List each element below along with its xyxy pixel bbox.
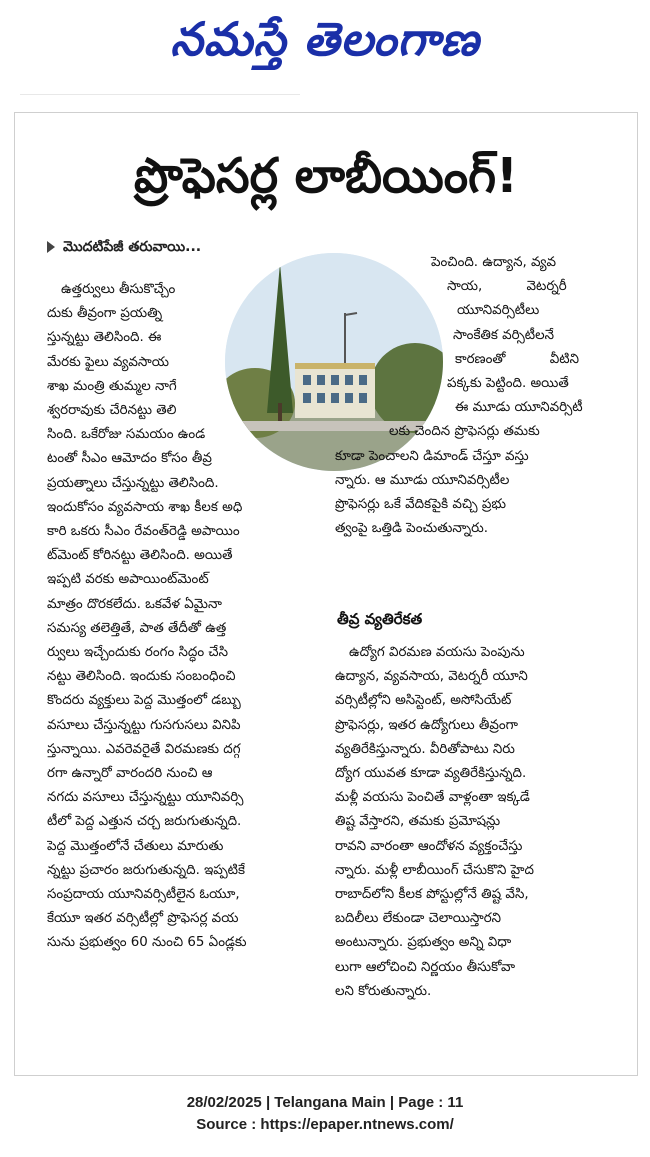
text-line: సమస్య తలెత్తితే, పాత తేదీతో ఉత్త bbox=[47, 620, 227, 636]
text-line: మాత్రం దొరకలేదు. ఒకవేళ ఏమైనా bbox=[47, 596, 222, 612]
text-line: న్నారు. మళ్లీ లాబీయింగ్ చేసుకొని హైద bbox=[335, 862, 534, 878]
masthead bbox=[0, 0, 650, 100]
edition-info: 28/02/2025 | Telangana Main | Page : 11 bbox=[186, 1094, 464, 1111]
page-footer bbox=[0, 1092, 650, 1136]
text-line: ద్యోగ యువత కూడా వ్యతిరేకిస్తున్నది. bbox=[335, 766, 527, 782]
text-line: లని కోరుతున్నారు. bbox=[335, 983, 432, 999]
text-line: కారి ఒకరు సీఎం రేవంత్‌రెడ్డి అపాయిం bbox=[47, 524, 240, 540]
text-line: సాయ, వెటర్నరీ bbox=[447, 279, 567, 295]
text-line: పెంచింది. ఉద్యాన, వ్యవ bbox=[431, 255, 557, 270]
text-line: ఇప్పటి వరకు అపాయింట్‌మెంట్ bbox=[47, 572, 209, 588]
article-column-left bbox=[47, 278, 323, 956]
text-line: న్నట్టు ప్రచారం జరుగుతున్నది. ఇప్పటికే bbox=[47, 862, 245, 878]
text-line: ఉద్యాన, వ్యవసాయ, వెటర్నరీ యూని bbox=[335, 669, 528, 685]
text-line: లుగా ఆలోచించి నిర్ణయం తీసుకోవా bbox=[335, 959, 515, 975]
text-line: వ్యతిరేకిస్తున్నారు. వీరితోపాటు నిరు bbox=[335, 741, 515, 757]
text-line: ప్రొఫెసర్లు, ఇతర ఉద్యోగులు తీవ్రంగా bbox=[335, 717, 518, 733]
text-line: లకు చెందిన ప్రొఫెసర్లు తమకు bbox=[389, 424, 540, 440]
text-line: తిష్ట వేస్తారని, తమకు ప్రమోషన్లు bbox=[335, 814, 501, 830]
text-line: రగా ఉన్నారో వారందరి నుంచి ఆ bbox=[47, 766, 213, 782]
text-line: పక్కకు పెట్టింది. అయితే bbox=[447, 376, 569, 392]
text-line: శ్వరరావుకు చేరినట్టు తెలి bbox=[47, 403, 177, 419]
text-line: యూనివర్సిటీలు bbox=[457, 303, 540, 319]
text-line: టీలో పెద్ద ఎత్తున చర్చ జరుగుతున్నది. bbox=[47, 814, 242, 830]
text-line: పెద్ద మొత్తంలోనే చేతులు మారుతు bbox=[47, 838, 224, 854]
text-line: ప్రొఫెసర్లు ఒకే వేదికపైకి వచ్చి ప్రభు bbox=[335, 497, 507, 513]
source-link[interactable]: Source : https://epaper.ntnews.com/ bbox=[196, 1116, 454, 1133]
section-subheading: తీవ్ర వ్యతిరేకత bbox=[337, 610, 423, 628]
text-line: ర్వులు ఇచ్చేందుకు రంగం సిద్ధం చేసి bbox=[47, 645, 228, 661]
text-line: మేరకు ఫైలు వ్యవసాయ bbox=[47, 354, 169, 370]
text-line: బదిలీలు లేకుండా చెలాయిస్తారని bbox=[335, 911, 502, 927]
text-line: కూడా పెంచాలని డిమాండ్ చేస్తూ వస్తు bbox=[335, 448, 529, 464]
text-line: సాంకేతిక వర్సిటీలనే bbox=[453, 327, 555, 343]
arrow-right-icon bbox=[47, 241, 55, 253]
text-line: దుకు తీవ్రంగా ప్రయత్ని bbox=[47, 306, 163, 322]
newspaper-logo: నమస్తే తెలంగాణ bbox=[170, 12, 480, 66]
text-line: సింది. ఒకేరోజు సమయం ఉండ bbox=[47, 427, 206, 443]
continued-label bbox=[47, 235, 201, 259]
text-line: ఉత్తర్వులు తీసుకొచ్చేం bbox=[61, 282, 176, 297]
text-line: ఇందుకోసం వ్యవసాయ శాఖ కీలక అధి bbox=[47, 499, 243, 515]
article-clipping bbox=[14, 112, 638, 1076]
text-line: టంతో సీఎం ఆమోదం కోసం తీవ్ర bbox=[47, 451, 212, 467]
article-column-right-bottom bbox=[335, 641, 607, 1004]
text-line: సంప్రదాయ యూనివర్సిటీలైన ఓయూ, bbox=[47, 887, 240, 903]
text-line: ఉద్యోగ విరమణ వయసు పెంపును bbox=[349, 645, 525, 660]
text-line: కారణంతో వీటిని bbox=[455, 351, 579, 367]
text-line: స్తున్నాయి. ఎవరెవరైతే విరమణకు దగ్గ bbox=[47, 741, 241, 757]
article-column-right-top bbox=[335, 251, 607, 541]
text-line: ప్రయత్నాలు చేస్తున్నట్టు తెలిసింది. bbox=[47, 475, 219, 491]
text-line: రాబాద్‌లోని కీలక పోస్టుల్లోనే తిష్ట వేసి, bbox=[335, 887, 529, 903]
text-line: ట్‌మెంట్ కోరినట్టు తెలిసింది. అయితే bbox=[47, 548, 233, 564]
text-line: నట్టు తెలిసింది. ఇందుకు సంబంధించి bbox=[47, 669, 236, 685]
text-line: సును ప్రభుత్వం 60 నుంచి 65 ఏండ్లకు bbox=[47, 935, 247, 951]
masthead-divider bbox=[20, 94, 300, 95]
text-line: కొందరు వ్యక్తులు పెద్ద మొత్తంలో డబ్బు bbox=[47, 693, 241, 709]
text-line: త్వంపై ఒత్తిడి పెంచుతున్నారు. bbox=[335, 521, 488, 537]
continued-text: మొదటిపేజీ తరువాయి... bbox=[63, 239, 202, 255]
text-line: మళ్లీ వయసు పెంచితే వాళ్లంతా ఇక్కడే bbox=[335, 790, 530, 806]
text-line: నగదు వసూలు చేస్తున్నట్టు యూనివర్సి bbox=[47, 790, 244, 806]
text-line: వసూలు చేస్తున్నట్టు గుసగుసలు వినిపి bbox=[47, 717, 241, 733]
text-line: స్తున్నట్టు తెలిసింది. ఈ bbox=[47, 330, 162, 346]
text-line: అంటున్నారు. ప్రభుత్వం అన్ని విధా bbox=[335, 935, 512, 951]
text-line: వర్సిటీల్లోని అసిస్టెంట్, అసోసియేట్ bbox=[335, 693, 512, 709]
text-line: కేయూ ఇతర వర్సిటీల్లో ప్రొఫెసర్ల వయ bbox=[47, 911, 239, 927]
text-line: శాఖ మంత్రి తుమ్మల నాగే bbox=[47, 378, 177, 394]
text-line: న్నారు. ఆ మూడు యూనివర్సిటీల bbox=[335, 472, 510, 488]
article-headline: ప్రొఫెసర్ల లాబీయింగ్! bbox=[134, 148, 518, 204]
text-line: రావని వారంతా ఆందోళన వ్యక్తంచేస్తు bbox=[335, 838, 523, 854]
text-line: ఈ మూడు యూనివర్సిటీ bbox=[455, 400, 583, 416]
